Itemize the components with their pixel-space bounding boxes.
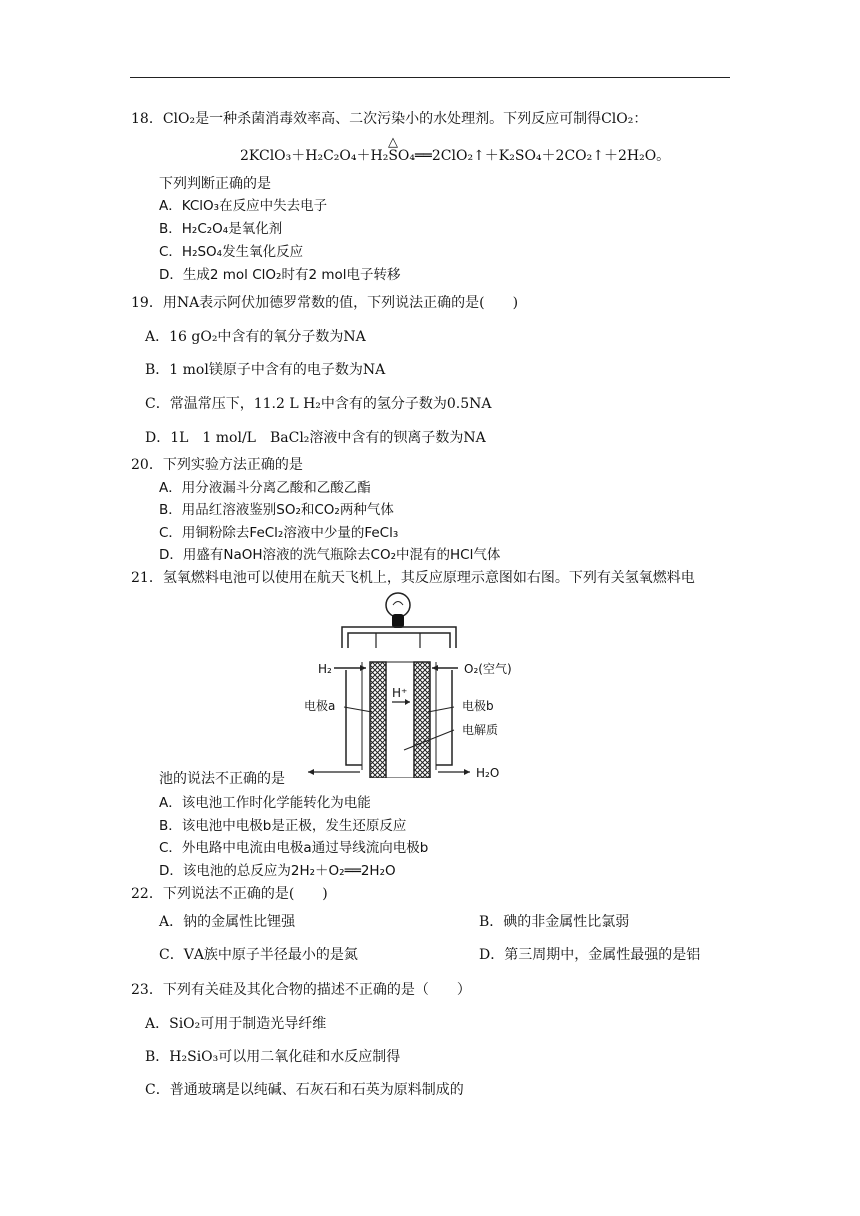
q20-option-b: B．用品红溶液鉴别SO₂和CO₂两种气体	[159, 502, 394, 518]
q21-option-d: D．该电池的总反应为2H₂＋O₂══2H₂O	[159, 863, 396, 879]
q19-option-b: B．1 mol镁原子中含有的电子数为NA	[145, 362, 386, 378]
q20-option-a: A．用分液漏斗分离乙酸和乙酸乙酯	[159, 480, 371, 496]
q21-stem: 21．氢氧燃料电池可以使用在航天飞机上，其反应原理示意图如右图。下列有关氢氧燃料电	[131, 570, 695, 586]
q18-prompt: 下列判断正确的是	[159, 176, 271, 192]
heat-triangle-icon: △	[388, 135, 398, 150]
q23-option-c: C．普通玻璃是以纯碱、石灰石和石英为原料制成的	[145, 1082, 464, 1098]
diagram-label-electrolyte: 电解质	[462, 723, 499, 737]
q23-stem: 23．下列有关硅及其化合物的描述不正确的是（ ）	[131, 982, 471, 998]
electrode-b-bar	[414, 662, 430, 778]
diagram-label-h-ion: H⁺	[392, 686, 408, 700]
q22-stem: 22．下列说法不正确的是( )	[131, 886, 328, 902]
q19-option-d: D．1L 1 mol/L BaCl₂溶液中含有的钡离子数为NA	[145, 430, 486, 446]
external-circuit	[342, 627, 456, 648]
q21-stem-cont: 池的说法不正确的是	[159, 771, 285, 787]
q18-stem: 18．ClO₂是一种杀菌消毒效率高、二次污染小的水处理剂。下列反应可制得ClO₂：	[131, 111, 648, 127]
q18-option-d: D．生成2 mol ClO₂时有2 mol电子转移	[159, 267, 401, 283]
q18-equation	[240, 147, 670, 165]
electrode-a-bar	[370, 662, 386, 778]
diagram-label-electrode-b: 电极b	[462, 699, 494, 713]
q18-option-b: B．H₂C₂O₄是氧化剂	[159, 221, 283, 237]
q22-option-d: D．第三周期中，金属性最强的是铝	[479, 947, 701, 963]
diagram-label-h2o: H₂O	[476, 766, 500, 780]
diagram-label-o2: O₂(空气)	[464, 662, 512, 676]
h2o-outlet-arrow	[438, 769, 470, 775]
light-bulb-icon	[386, 593, 410, 628]
q22-option-c: C．ⅤA族中原子半径最小的是氮	[159, 947, 358, 963]
q23-option-a: A．SiO₂可用于制造光导纤维	[145, 1016, 327, 1032]
h2-outlet-arrow	[308, 769, 360, 775]
q18-equation-text: 2KClO₃＋H₂C₂O₄＋H₂SO₄══2ClO₂↑＋K₂SO₄＋2CO₂↑＋2H₂O。	[240, 148, 671, 164]
q22-option-b: B．碘的非金属性比氯弱	[479, 914, 630, 930]
q21-option-a: A．该电池工作时化学能转化为电能	[159, 795, 371, 811]
q19-option-a: A．16 gO₂中含有的氧分子数为NA	[145, 329, 366, 345]
diagram-label-electrode-a: 电极a	[304, 699, 336, 713]
diagram-label-h2: H₂	[318, 662, 332, 676]
q20-option-d: D．用盛有NaOH溶液的洗气瓶除去CO₂中混有的HCl气体	[159, 547, 501, 563]
q18-option-a: A．KClO₃在反应中失去电子	[159, 198, 328, 214]
header-rule	[130, 77, 730, 78]
h2-inlet-arrow	[334, 665, 366, 671]
q19-stem: 19．用NA表示阿伏加德罗常数的值，下列说法正确的是( )	[131, 295, 519, 311]
q18-option-c: C．H₂SO₄发生氧化反应	[159, 244, 304, 260]
q21-option-c: C．外电路中电流由电极a通过导线流向电极b	[159, 840, 429, 856]
cell-walls	[346, 662, 452, 770]
q20-option-c: C．用铜粉除去FeCl₂溶液中少量的FeCl₃	[159, 525, 399, 541]
q19-option-c: C．常温常压下，11.2 L H₂中含有的氢分子数为0.5NA	[145, 396, 492, 412]
q20-stem: 20．下列实验方法正确的是	[131, 457, 303, 473]
q22-option-a: A．钠的金属性比锂强	[159, 914, 296, 930]
q21-option-b: B．该电池中电极b是正极，发生还原反应	[159, 818, 407, 834]
q23-option-b: B．H₂SiO₃可以用二氧化硅和水反应制得	[145, 1049, 401, 1065]
